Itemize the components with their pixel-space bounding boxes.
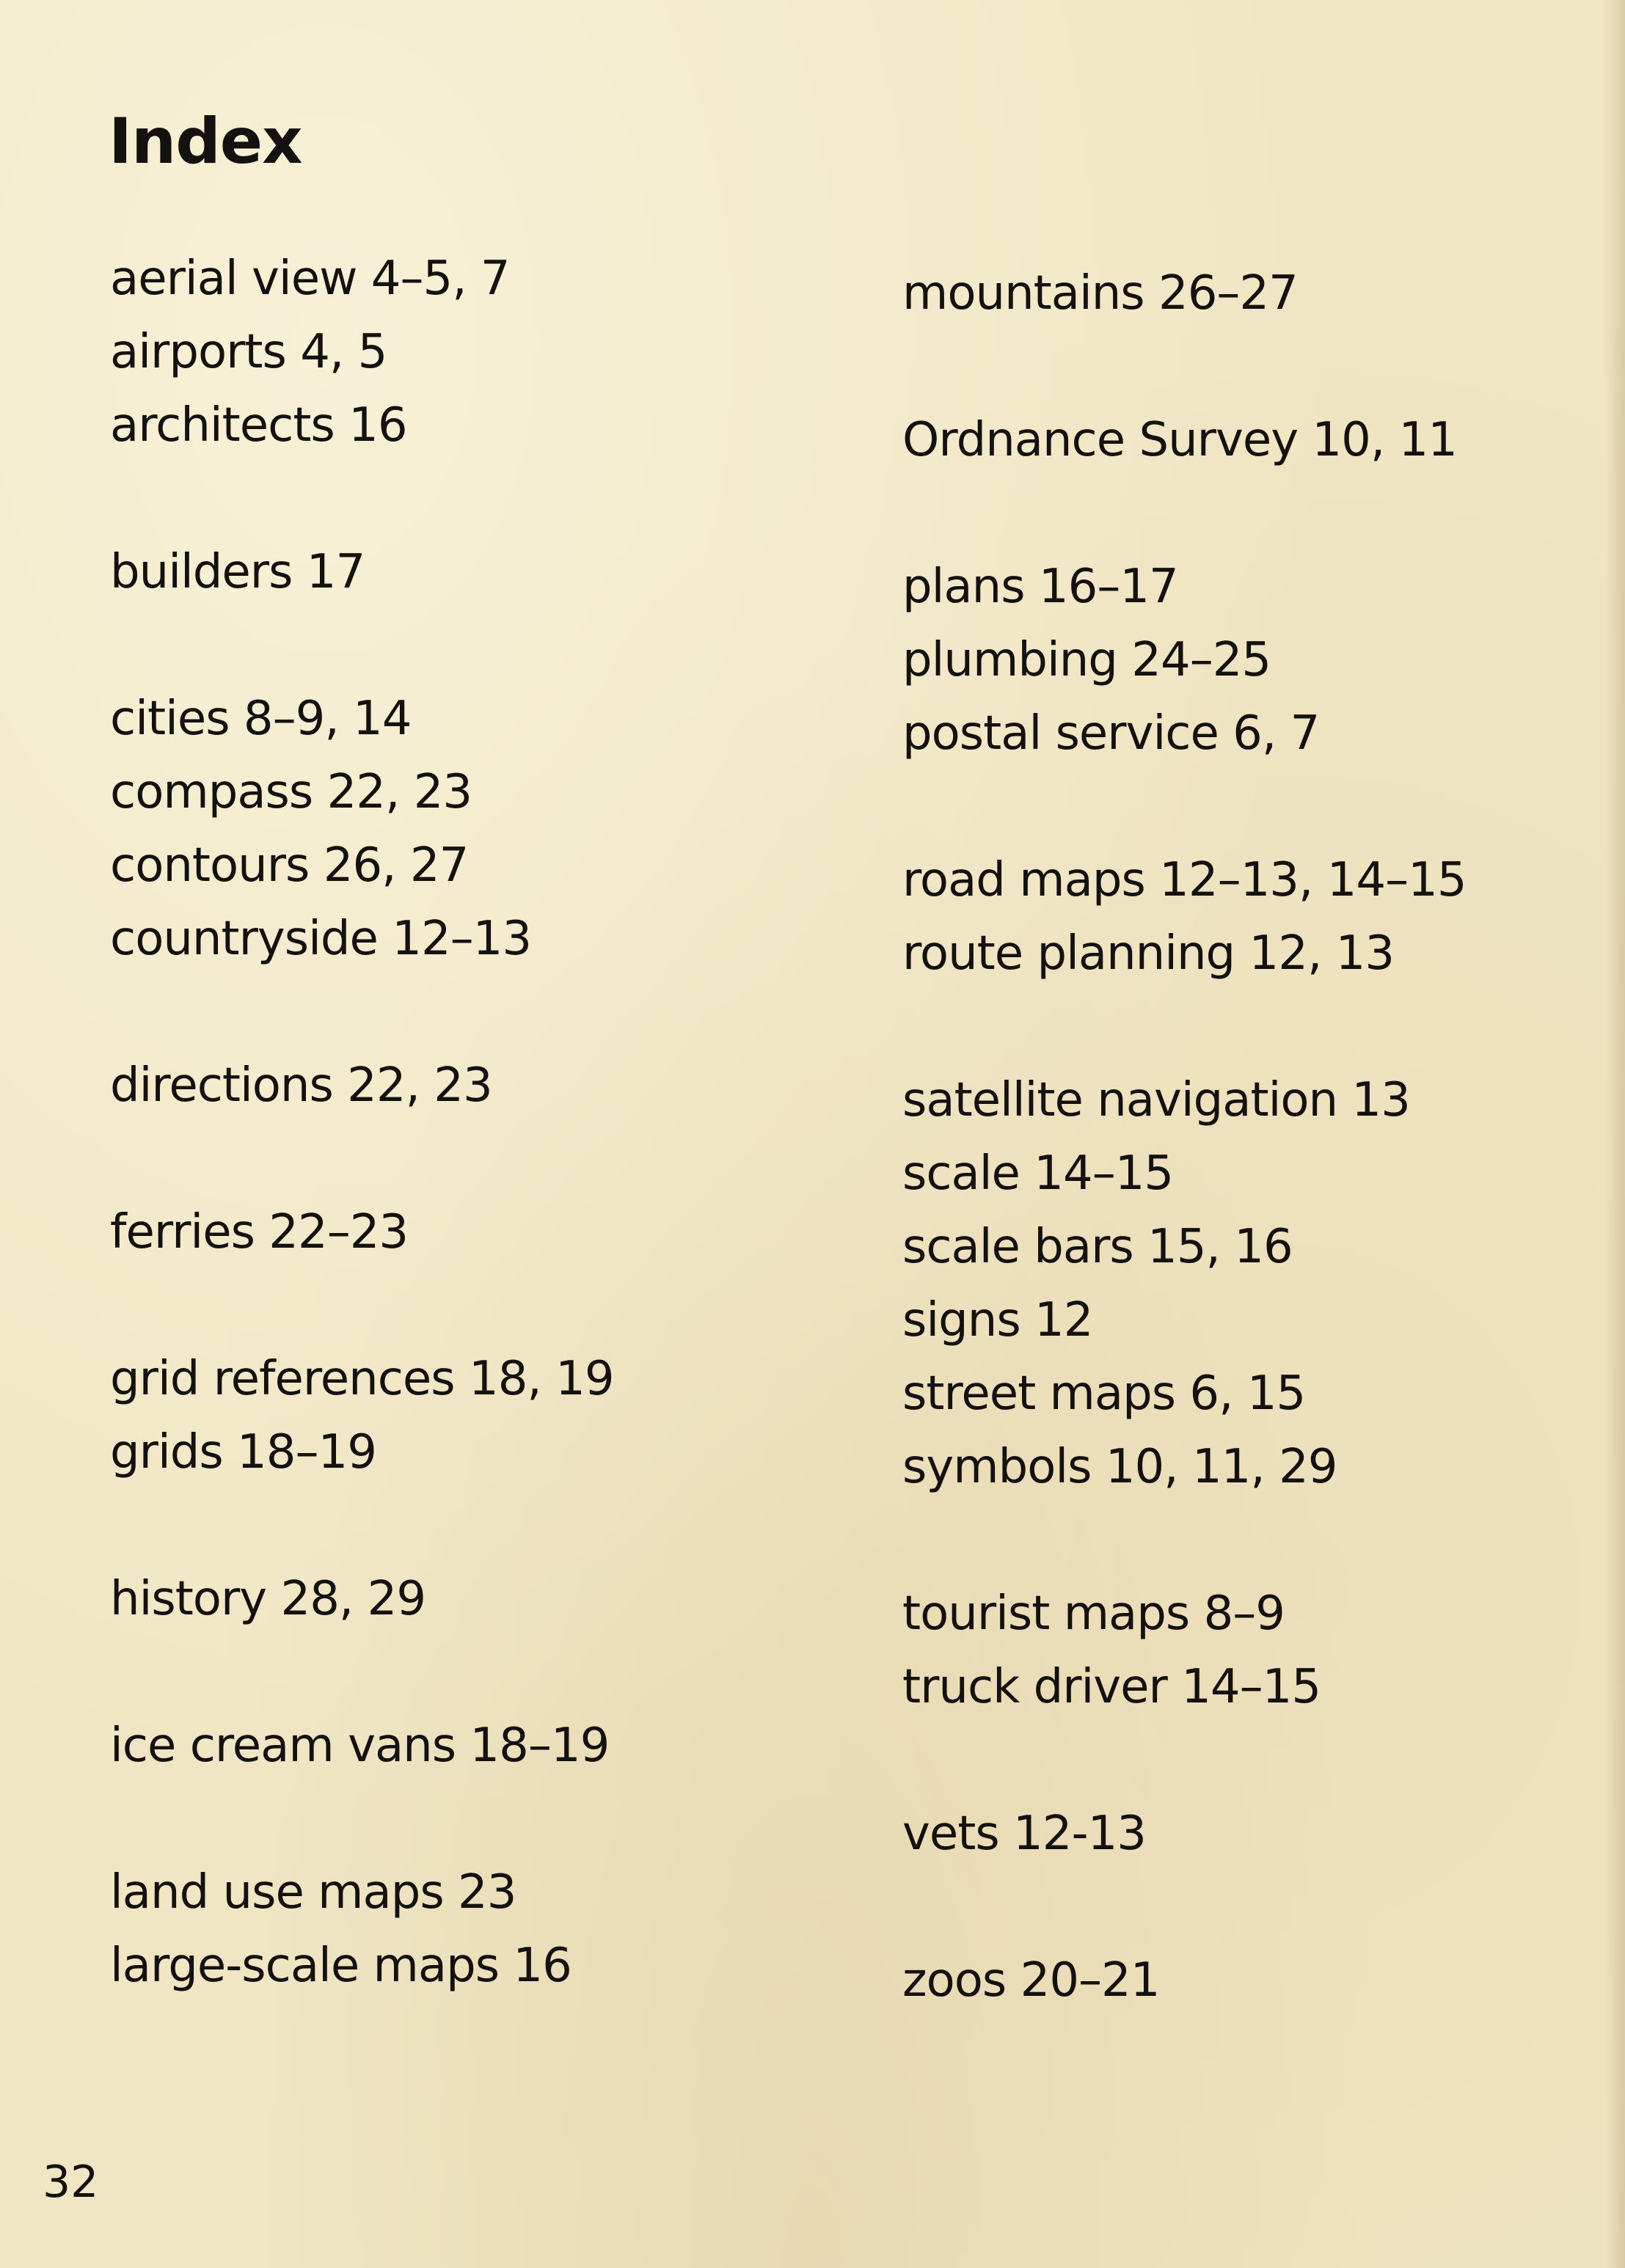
page-title: Index [109,105,302,178]
index-group-b [110,535,770,609]
index-entry: postal service 6, 7 [902,706,1320,761]
index-entry: road maps 12–13, 14–15 [902,853,1467,907]
index-group-a [110,242,770,462]
index-group-f [110,1196,770,1269]
index-group-c [110,682,770,976]
page-edge-shadow [1604,0,1625,2268]
index-group-o [902,403,1563,477]
index-entry: cities 8–9, 14 [110,692,412,746]
index-entry: history 28, 29 [110,1572,426,1626]
index-entry: route planning 12, 13 [902,926,1395,981]
index-entry: ferries 22–23 [110,1205,409,1259]
index-entry: symbols 10, 11, 29 [902,1440,1337,1494]
index-entry: street maps 6, 15 [902,1367,1306,1421]
index-entry: mountains 26–27 [902,266,1298,321]
index-entry: directions 22, 23 [110,1058,492,1113]
index-group-r [902,844,1563,990]
index-group-l [110,1856,770,2002]
index-entry: builders 17 [110,545,365,599]
index-group-m [902,257,1563,330]
index-entry: scale 14–15 [902,1146,1174,1201]
index-group-i [110,1709,770,1782]
index-group-z [902,1944,1563,2017]
index-entry: grid references 18, 19 [110,1352,614,1406]
index-entry: vets 12-13 [902,1807,1146,1861]
index-group-p [902,550,1563,770]
index-entry: large-scale maps 16 [110,1939,572,1993]
index-entry: signs 12 [902,1293,1093,1347]
index-left-column [110,242,770,2076]
index-group-d [110,1049,770,1122]
index-entry: plans 16–17 [902,560,1178,614]
index-entry: compass 22, 23 [110,765,472,819]
index-group-t [902,1577,1563,1724]
index-group-v [902,1797,1563,1870]
index-group-h [110,1562,770,1636]
index-entry: architects 16 [110,398,407,453]
index-entry: countryside 12–13 [110,912,532,966]
index-group-s [902,1064,1563,1504]
index-right-column [902,257,1563,2090]
index-entry: grids 18–19 [110,1425,376,1479]
index-entry: satellite navigation 13 [902,1073,1410,1127]
index-entry: tourist maps 8–9 [902,1587,1285,1641]
index-entry: ice cream vans 18–19 [110,1719,610,1773]
index-entry: airports 4, 5 [110,325,387,379]
index-entry: aerial view 4–5, 7 [110,252,510,306]
index-entry: zoos 20–21 [902,1953,1160,2008]
index-entry: Ordnance Survey 10, 11 [902,413,1457,467]
index-entry: land use maps 23 [110,1865,516,1920]
page-number: 32 [43,2157,99,2208]
index-entry: scale bars 15, 16 [902,1220,1293,1274]
index-entry: truck driver 14–15 [902,1660,1321,1714]
index-group-g [110,1342,770,1489]
index-entry: contours 26, 27 [110,838,469,893]
index-entry: plumbing 24–25 [902,633,1271,687]
